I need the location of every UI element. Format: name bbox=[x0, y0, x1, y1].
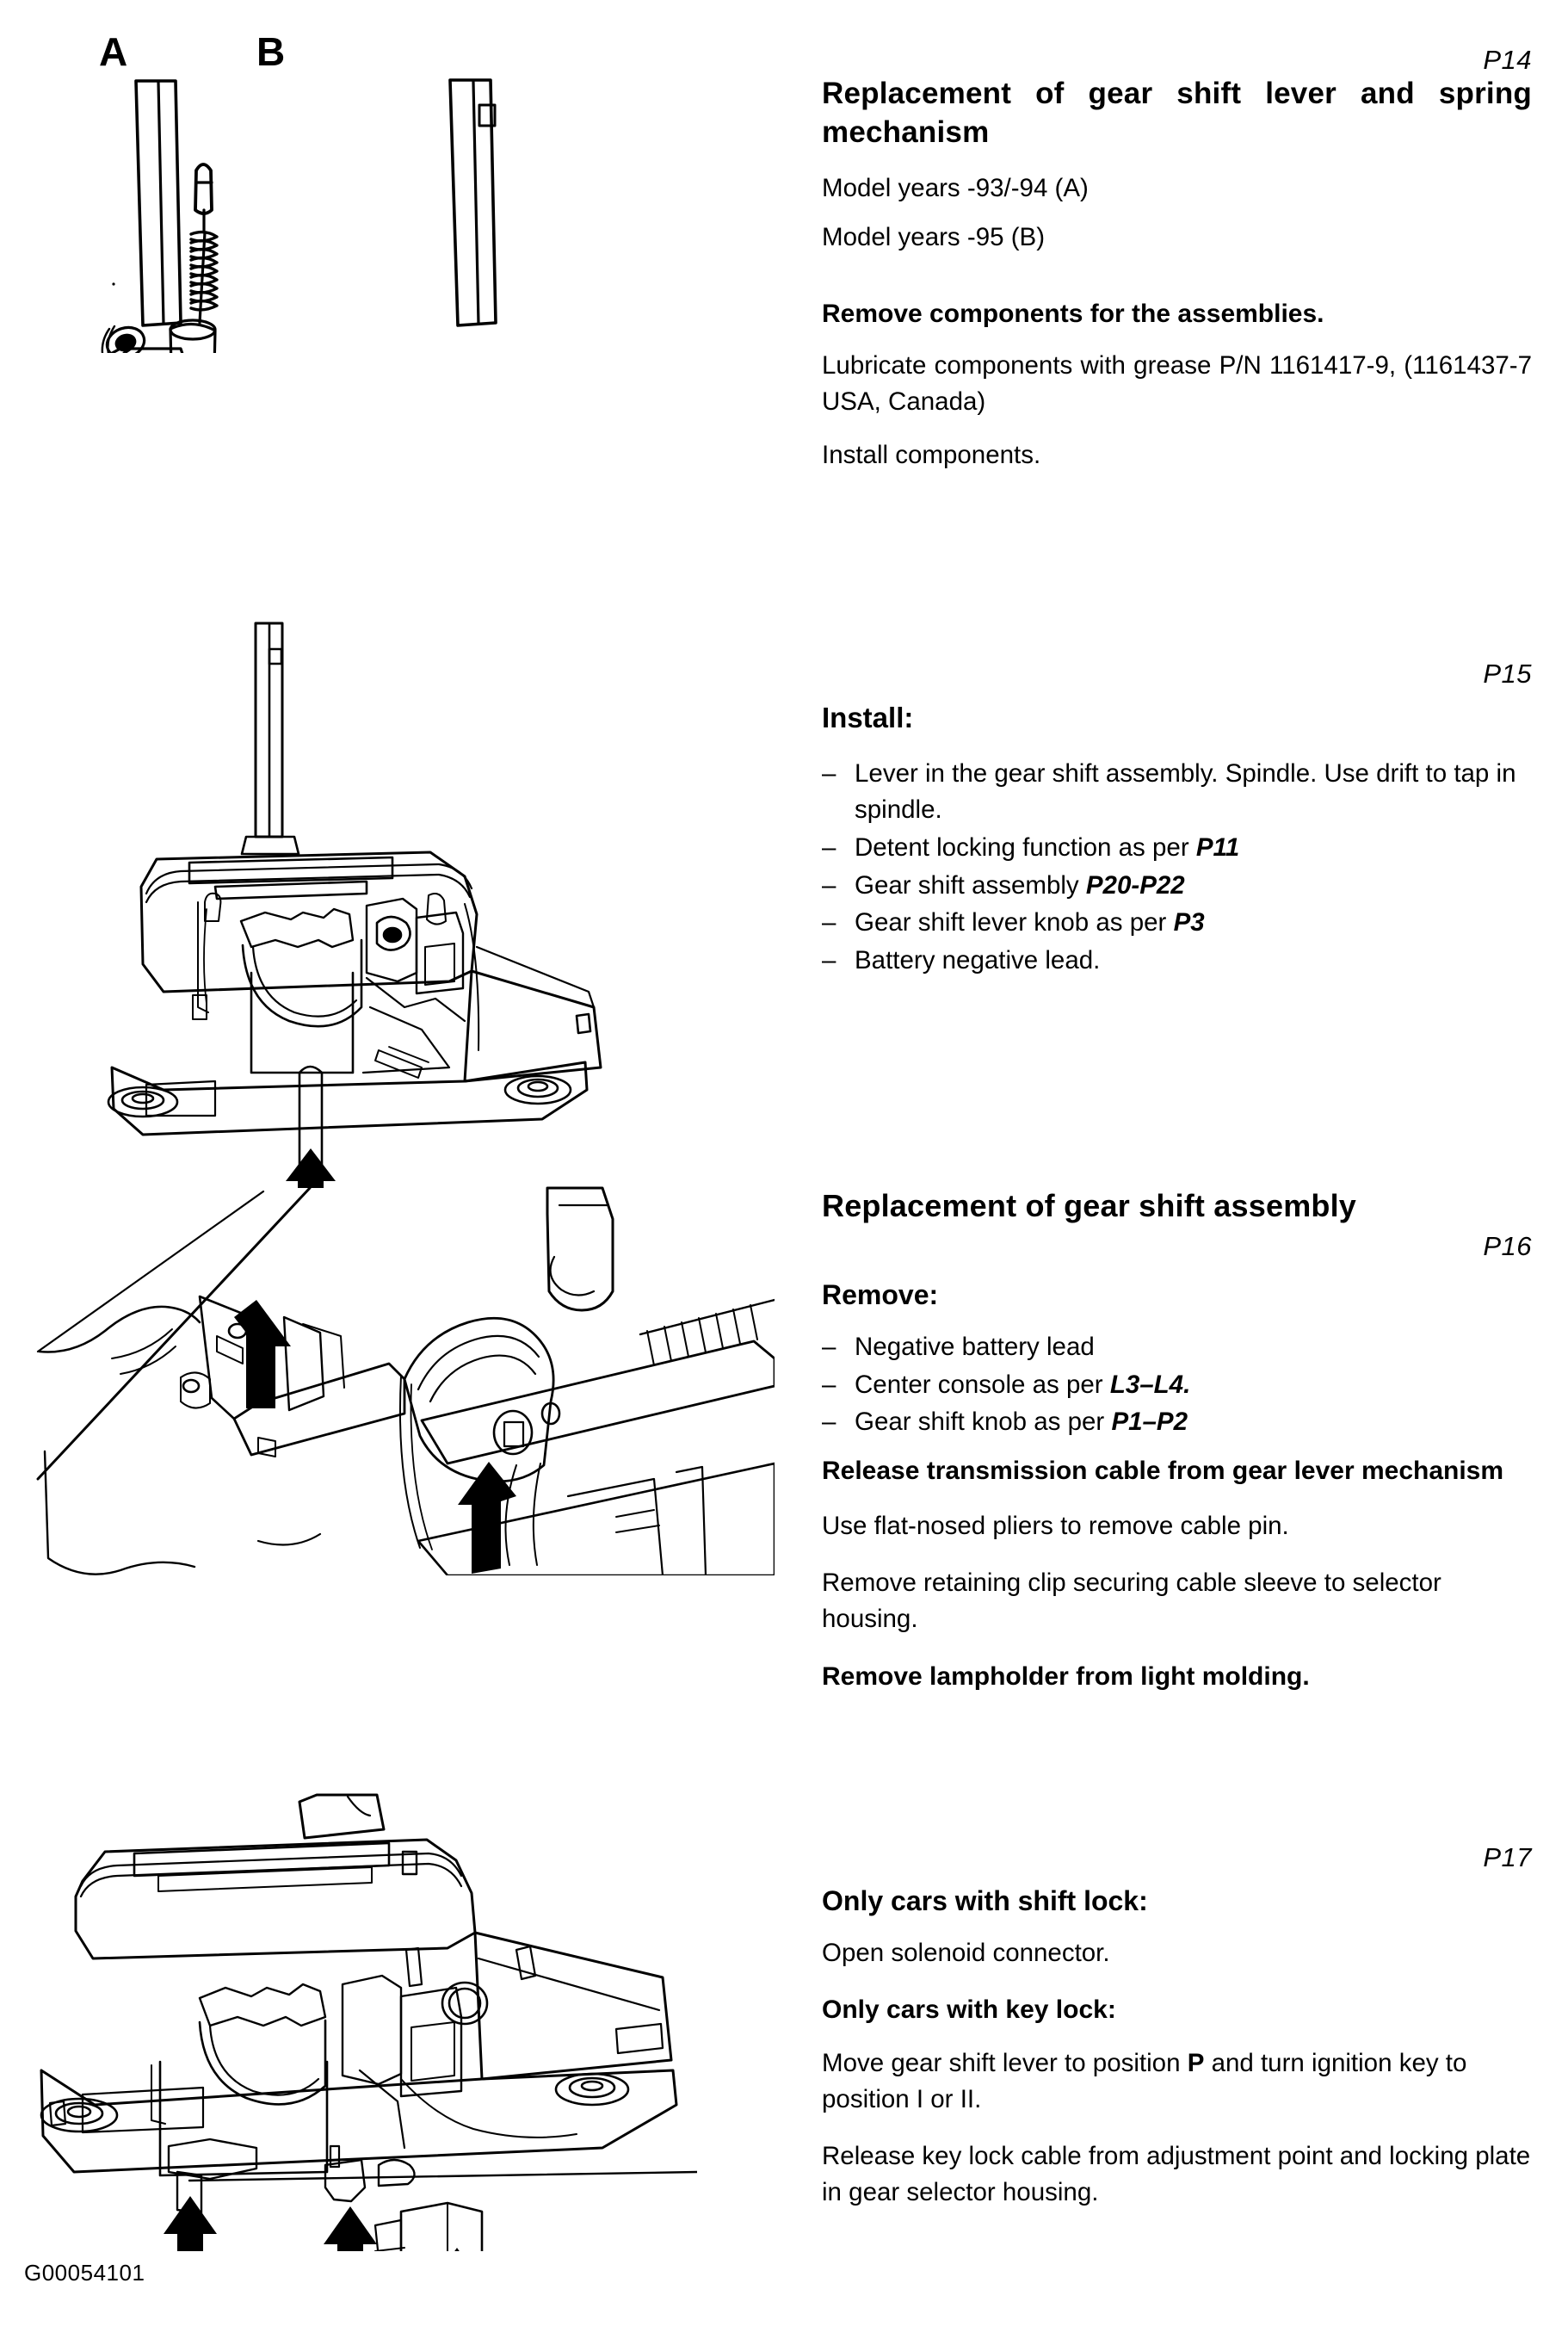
subhead-remove-components: Remove components for the assemblies. bbox=[822, 300, 1324, 329]
heading-install: Install: bbox=[822, 702, 914, 733]
figure-center-console bbox=[0, 1179, 775, 1575]
dash-bullet: – bbox=[822, 1408, 836, 1437]
figure-label-b: B bbox=[256, 29, 286, 74]
dash-bullet: – bbox=[822, 758, 836, 788]
list-item bbox=[822, 830, 1532, 866]
list-item-text: Gear shift assembly bbox=[855, 870, 1086, 900]
subhead-release-cable: Release transmission cable from gear lever mechanism bbox=[822, 1457, 1504, 1486]
subhead-shift-lock: Only cars with shift lock: bbox=[822, 1885, 1148, 1916]
page-ref-p17: P17 bbox=[1483, 1842, 1532, 1872]
subhead-remove-lampholder: Remove lampholder from light molding. bbox=[822, 1661, 1310, 1691]
para-install-components: Install components. bbox=[822, 441, 1041, 470]
para-retaining-clip: Remove retaining clip securing cable sleeve to selector housing. bbox=[822, 1568, 1441, 1634]
remove-list bbox=[822, 1329, 1532, 1441]
section-title-p16: Replacement of gear shift assembly bbox=[822, 1188, 1357, 1223]
list-item-ref: P20-P22 bbox=[1085, 870, 1185, 900]
dash-bullet: – bbox=[822, 1370, 836, 1399]
section-p15 bbox=[822, 659, 1532, 981]
figure-label-a: A bbox=[99, 29, 128, 74]
list-item bbox=[822, 1329, 1532, 1365]
page-ref-p15: P15 bbox=[1483, 659, 1532, 689]
list-item-text: Negative battery lead bbox=[855, 1332, 1095, 1361]
list-item-text: Battery negative lead. bbox=[855, 946, 1101, 975]
list-item-text: Detent locking function as per bbox=[855, 832, 1196, 862]
heading-remove: Remove: bbox=[822, 1279, 939, 1311]
list-item-ref: P3 bbox=[1173, 908, 1205, 937]
callout-arrow-up-3 bbox=[430, 2248, 484, 2251]
para-move-lever-part2: and turn ignition key to position I or II. bbox=[822, 2049, 1467, 2114]
section-p14 bbox=[822, 45, 1532, 473]
list-item-ref: L3–L4. bbox=[1109, 1370, 1191, 1399]
figure-gear-lever-variants-svg bbox=[69, 26, 706, 353]
model-years-b: Model years -95 (B) bbox=[822, 223, 1046, 252]
para-release-key-cable: Release key lock cable from adjustment point and locking plate in gear selector housing. bbox=[822, 2142, 1531, 2207]
para-lubricate: Lubricate components with grease P/N 1161417-9, (1161437-7 USA, Canada) bbox=[822, 351, 1532, 417]
dash-bullet: – bbox=[822, 870, 836, 900]
list-item-ref: P11 bbox=[1195, 832, 1240, 862]
para-move-lever-position: P bbox=[1187, 2049, 1205, 2078]
para-flat-nosed-pliers: Use flat-nosed pliers to remove cable pin. bbox=[822, 1512, 1289, 1541]
list-item-text: Gear shift knob as per bbox=[855, 1408, 1112, 1437]
page-ref-p16: P16 bbox=[1483, 1231, 1532, 1261]
figure-shift-lock-housing bbox=[0, 1700, 697, 2251]
dash-bullet: – bbox=[822, 908, 836, 937]
figure-gear-shift-assembly bbox=[60, 603, 645, 1188]
figure-gear-lever-variants bbox=[69, 26, 706, 353]
install-list bbox=[822, 756, 1532, 979]
para-open-solenoid: Open solenoid connector. bbox=[822, 1938, 1110, 1967]
para-move-lever-part1: Move gear shift lever to position bbox=[822, 2049, 1188, 2078]
callout-arrow-up-2 bbox=[324, 2206, 377, 2251]
model-years-a: Model years -93/-94 (A) bbox=[822, 173, 1089, 202]
list-item-text: Gear shift lever knob as per bbox=[855, 908, 1174, 937]
list-item bbox=[822, 756, 1532, 828]
section-title-p14: Replacement of gear shift lever and spring mechanism bbox=[822, 77, 1532, 149]
figure-gear-shift-assembly-svg bbox=[60, 603, 645, 1188]
list-item-text: Lever in the gear shift assembly. Spindle. Use drift to tap in spindle. bbox=[855, 758, 1516, 824]
para-move-lever bbox=[822, 2045, 1532, 2118]
callout-arrow-up-1 bbox=[164, 2196, 217, 2251]
section-p16 bbox=[822, 1186, 1532, 1693]
figure-shift-lock-housing-svg bbox=[0, 1700, 697, 2251]
page-ref-p14: P14 bbox=[1483, 45, 1532, 75]
list-item bbox=[822, 1404, 1532, 1440]
dash-bullet: – bbox=[822, 832, 836, 862]
figure-center-console-svg bbox=[0, 1179, 775, 1575]
list-item-text: Center console as per bbox=[855, 1370, 1110, 1399]
section-p17 bbox=[822, 1842, 1532, 2211]
list-item bbox=[822, 868, 1532, 904]
subhead-key-lock: Only cars with key lock: bbox=[822, 1995, 1116, 2025]
list-item bbox=[822, 905, 1532, 941]
list-item-ref: P1–P2 bbox=[1111, 1408, 1188, 1437]
list-item bbox=[822, 1367, 1532, 1403]
footer-figure-code: G00054101 bbox=[24, 2260, 145, 2286]
dash-bullet: – bbox=[822, 946, 836, 975]
dash-bullet: – bbox=[822, 1332, 836, 1361]
list-item bbox=[822, 943, 1532, 979]
